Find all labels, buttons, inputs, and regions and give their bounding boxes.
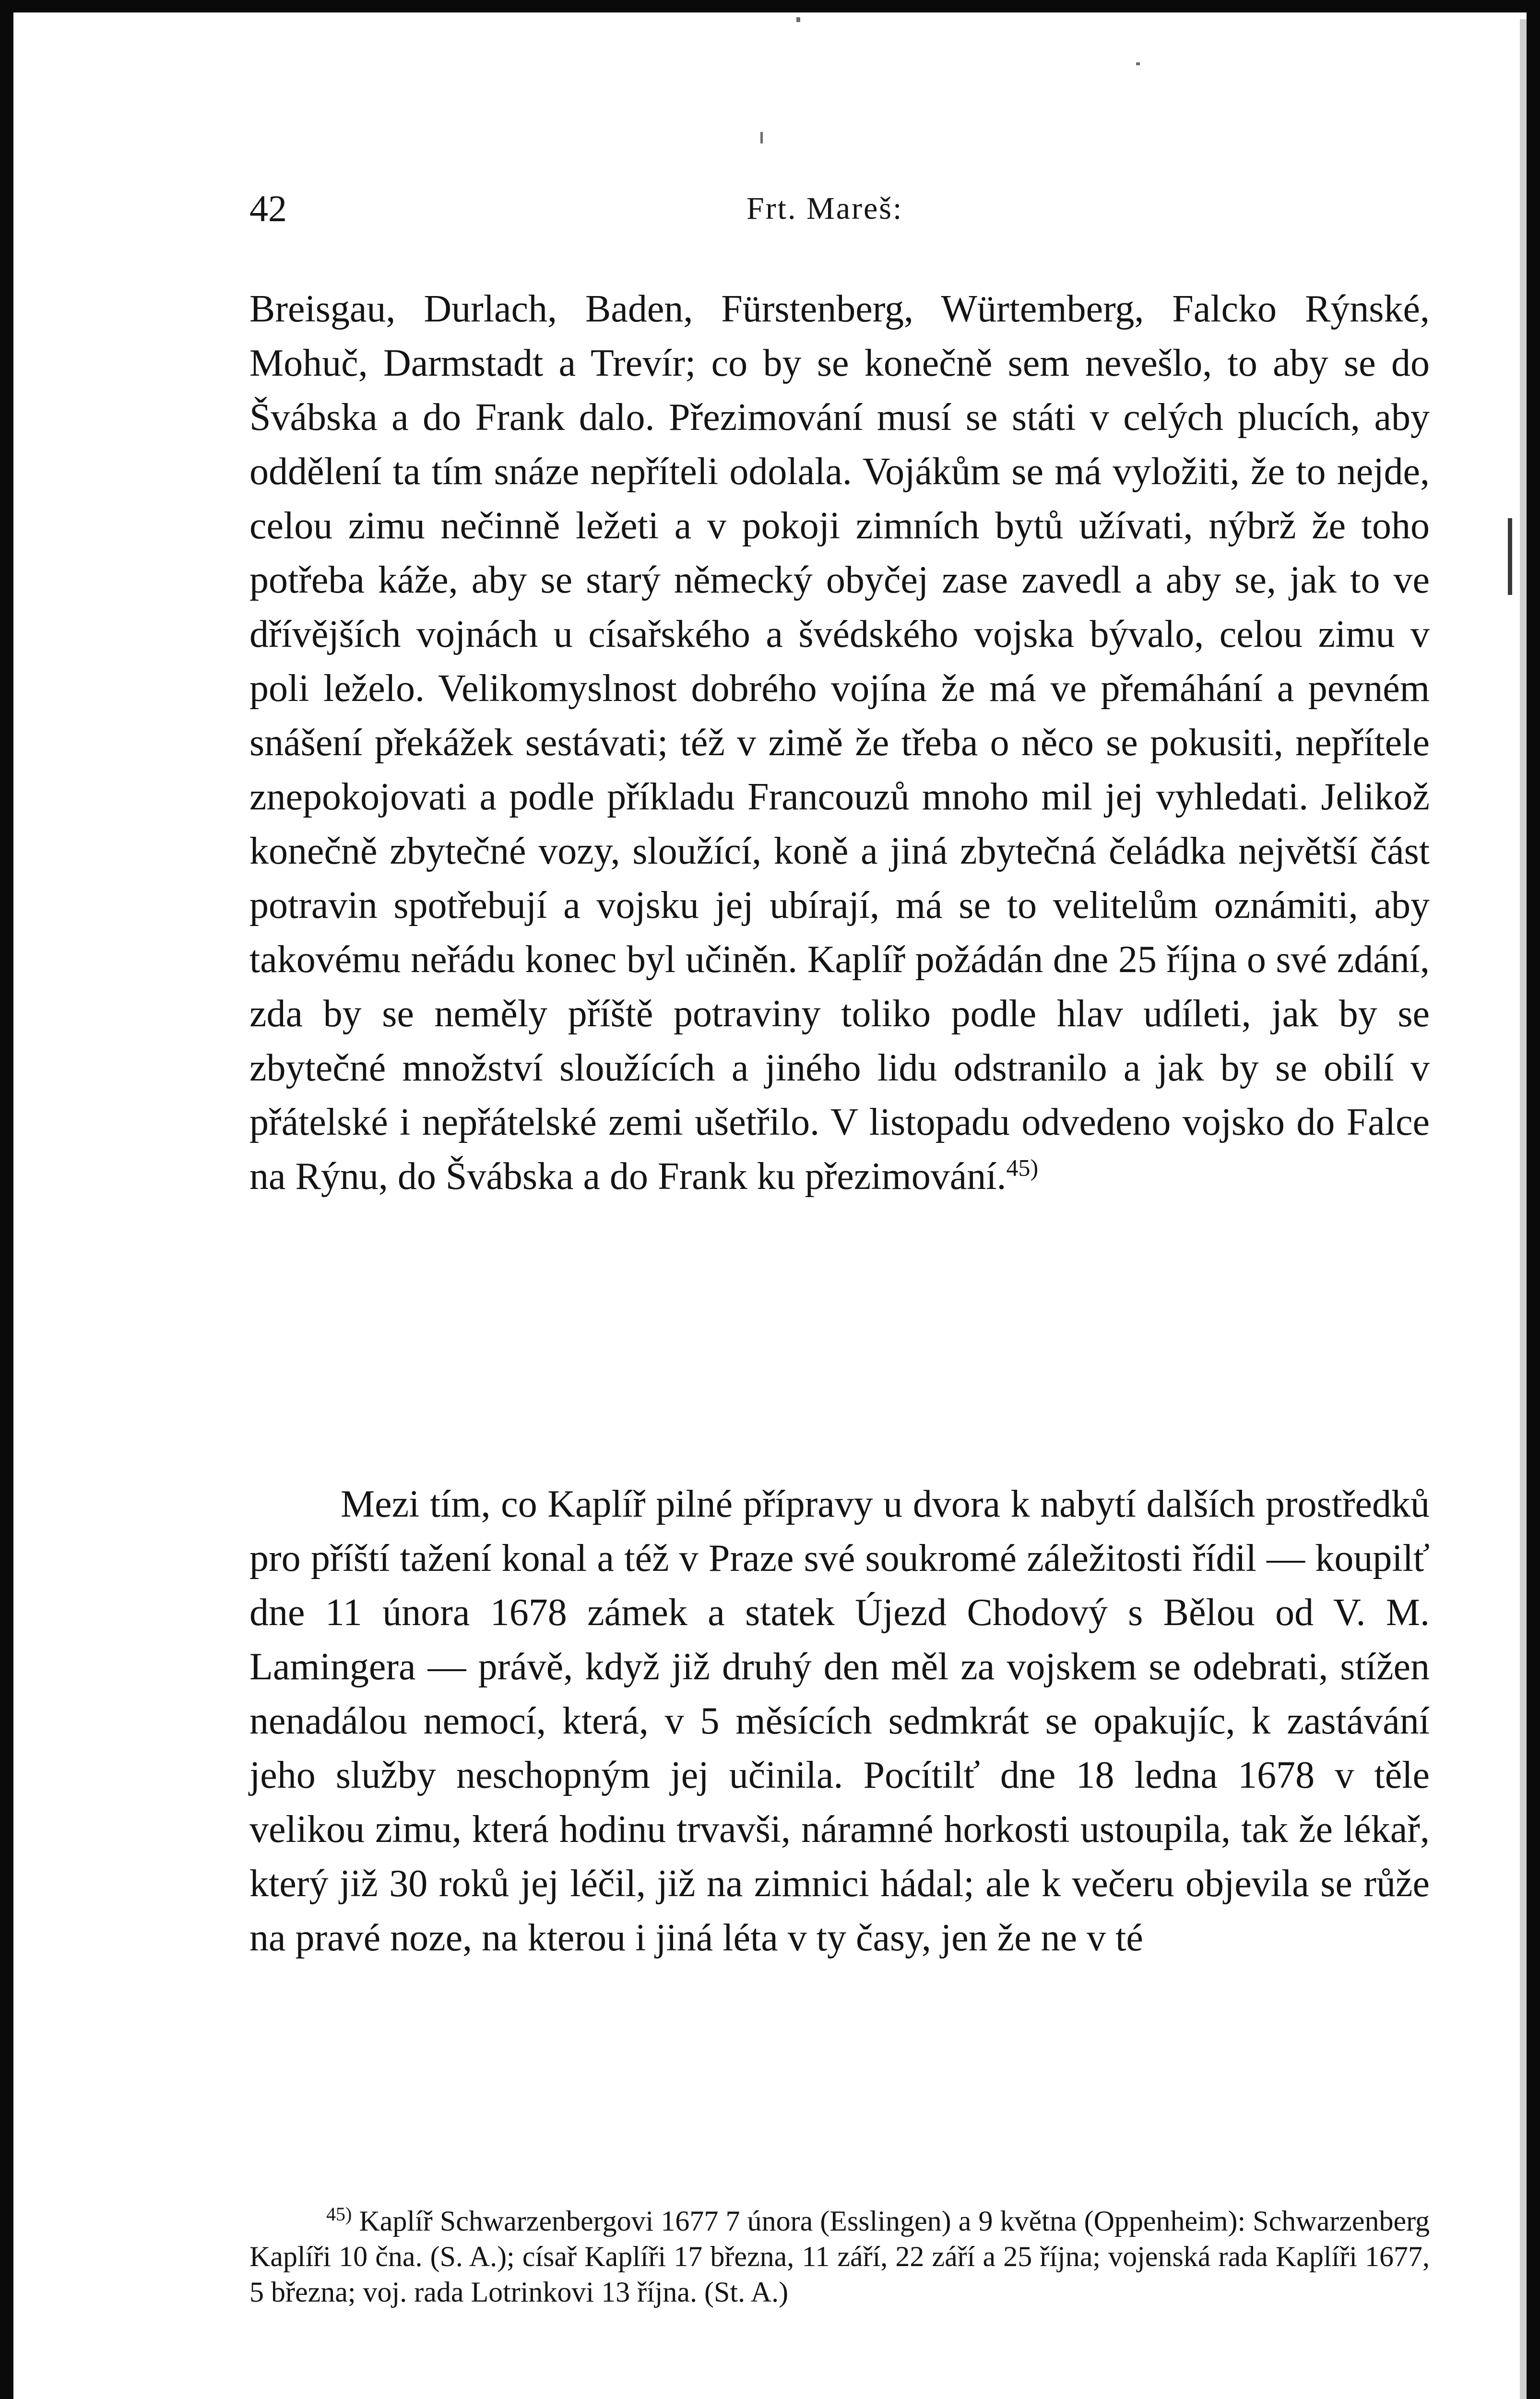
scan-speck	[760, 132, 763, 143]
scan-border-shadow	[1520, 19, 1527, 2399]
scan-border-left	[0, 0, 13, 2399]
paragraph-text: Mezi tím, co Kaplíř pilné přípravy u dvora k nabytí dalších prostředků pro příští tažení konal a též v Praze své soukromé záležitosti řídil — koupilť dne 11 února 1678 zámek a statek Újezd Chodový s Bělou od V. M. Lamingera — právě, když již druhý den měl za vojskem se odebrati, stížen nenadálou nemocí, která, v 5 měsících sedmkrát se opakujíc, k zastávání jeho služby neschopným jej učinila. Pocítilť dne 18 ledna 1678 v těle velikou zimu, která hodinu trvavši, náramné horkosti ustoupila, tak že lékař, který již 30 roků jej léčil, již na zimnici hádal; ale k večeru objevila se růže na pravé noze, na kterou i jiná léta v ty časy, jen že ne v té	[249, 1483, 1430, 1959]
body-paragraph-2	[249, 1477, 1430, 1965]
page-number: 42	[249, 188, 287, 229]
running-head: Frt. Mareš:	[746, 191, 903, 226]
footnote-mark: 45)	[326, 2203, 352, 2225]
scan-border-right	[1527, 0, 1540, 2399]
footnote-reference: 45)	[1006, 1154, 1039, 1181]
scan-speck	[796, 17, 800, 22]
scan-speck	[1136, 62, 1140, 65]
footnote	[249, 2203, 1430, 2310]
body-paragraph-1	[249, 282, 1430, 1204]
scan-speck	[1508, 518, 1512, 595]
paragraph-text: Breisgau, Durlach, Baden, Fürstenberg, Würtemberg, Falcko Rýnské, Mohuč, Darmstadt a Trevír; co by se konečně sem nevešlo, to aby se do Švábska a do Frank dalo. Přezimování musí se státi v celých plucích, aby oddělení ta tím snáze nepříteli odolala. Vojákům se má vyložiti, že to nejde, celou zimu nečinně ležeti a v pokoji zimních bytů užívati, nýbrž že toho potřeba káže, aby se starý německý obyčej zase zavedl a aby se, jak to ve dřívějších vojnách u císařského a švédského vojska bývalo, celou zimu v poli leželo. Velikomyslnost dobrého vojína že má ve přemáhání a pevném snášení překážek sestávati; též v zimě že třeba o něco se pokusiti, nepřítele znepokojovati a podle příkladu Francouzů mnoho mil jej vyhledati. Jelikož konečně zbytečné vozy, sloužící, koně a jiná zbytečná čeládka největší část potravin spotřebují a vojsku jej ubírají, má se to velitelům oznámiti, aby takovému neřádu konec byl učiněn. Kaplíř požádán dne 25 října o své zdání, zda by se neměly příště potraviny toliko podle hlav udíleti, jak by se zbytečné množství sloužících a jiného lidu odstranilo a jak by se obilí v přátelské i nepřátelské zemi ušetřilo. V listopadu odvedeno vojsko do Falce na Rýnu, do Švábska a do Frank ku přezimování.	[249, 288, 1430, 1198]
footnote-text: Kaplíř Schwarzenbergovi 1677 7 února (Esslingen) a 9 května (Oppenheim): Schwarzenberg Kaplíři 10 čna. (S. A.); císař Kaplíři 17 března, 11 září, 22 září a 25 října; vojenská rada Kaplíři 1677, 5 března; voj. rada Lotrinkovi 13 října. (St. A.)	[249, 2205, 1430, 2308]
scan-border-top	[0, 0, 1540, 12]
page-header	[0, 182, 1540, 235]
